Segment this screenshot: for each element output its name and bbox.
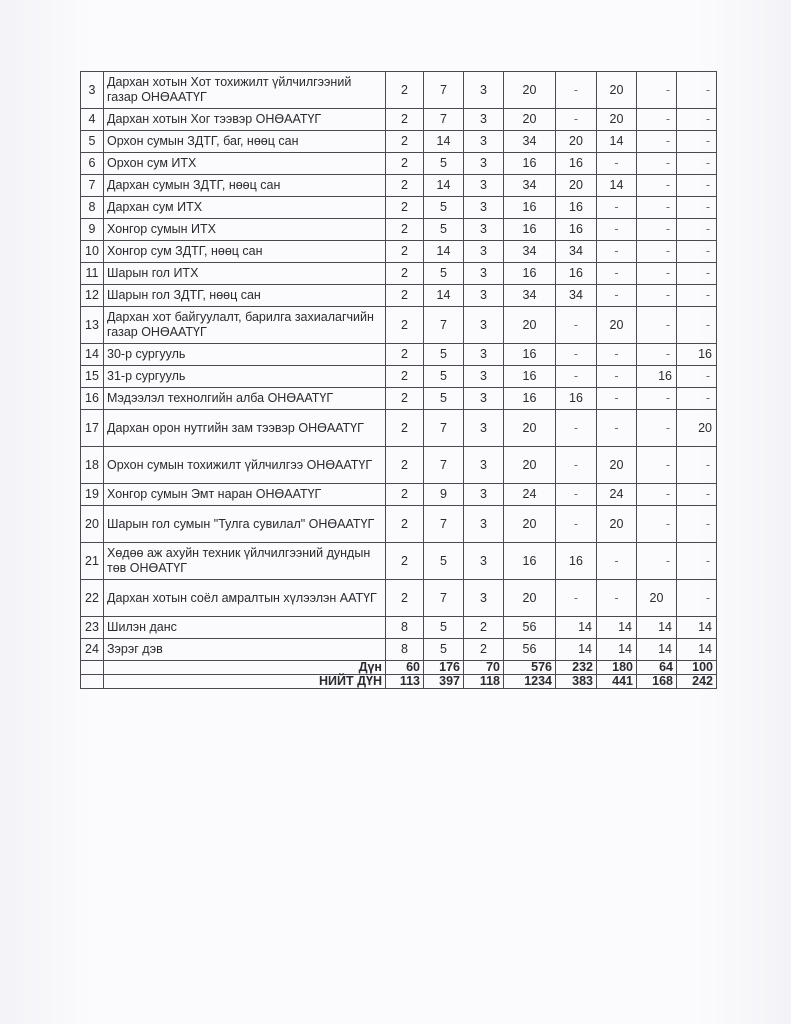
value-col-5: - (556, 447, 597, 484)
row-number: 9 (81, 219, 104, 241)
organization-name: Хонгор сум ЗДТГ, нөөц сан (104, 241, 386, 263)
value-col-1: 8 (386, 639, 424, 661)
row-number: 17 (81, 410, 104, 447)
value-col-8: - (677, 285, 717, 307)
value-col-3: 2 (464, 639, 504, 661)
row-number-empty (81, 661, 104, 675)
value-col-6: 20 (597, 307, 637, 344)
value-col-7: - (637, 72, 677, 109)
row-number: 20 (81, 506, 104, 543)
value-col-2: 7 (424, 307, 464, 344)
value-col-3: 3 (464, 109, 504, 131)
total-col-2: 397 (424, 675, 464, 689)
organization-name: Дархан сумын ЗДТГ, нөөц сан (104, 175, 386, 197)
value-col-1: 2 (386, 410, 424, 447)
value-col-4: 20 (504, 410, 556, 447)
value-col-4: 16 (504, 366, 556, 388)
table-row (81, 447, 717, 484)
organization-name: Хөдөө аж ахуйн техник үйлчилгээний дундын төв ОНӨАТҮГ (104, 543, 386, 580)
value-col-4: 20 (504, 109, 556, 131)
value-col-2: 5 (424, 388, 464, 410)
value-col-3: 3 (464, 175, 504, 197)
value-col-5: - (556, 344, 597, 366)
value-col-8: - (677, 388, 717, 410)
row-number: 24 (81, 639, 104, 661)
total-col-7: 64 (637, 661, 677, 675)
organization-name: Дархан хотын Хог тээвэр ОНӨААТҮГ (104, 109, 386, 131)
table-row (81, 307, 717, 344)
value-col-6: 24 (597, 484, 637, 506)
value-col-7: - (637, 263, 677, 285)
total-col-6: 180 (597, 661, 637, 675)
value-col-8: - (677, 307, 717, 344)
value-col-2: 5 (424, 153, 464, 175)
value-col-3: 2 (464, 617, 504, 639)
value-col-5: 20 (556, 175, 597, 197)
value-col-8: 14 (677, 639, 717, 661)
value-col-5: - (556, 366, 597, 388)
value-col-7: - (637, 410, 677, 447)
value-col-7: - (637, 447, 677, 484)
total-col-3: 118 (464, 675, 504, 689)
value-col-2: 7 (424, 109, 464, 131)
value-col-1: 2 (386, 388, 424, 410)
value-col-6: - (597, 410, 637, 447)
value-col-4: 16 (504, 263, 556, 285)
organization-name: 30-р сургууль (104, 344, 386, 366)
value-col-1: 2 (386, 197, 424, 219)
value-col-6: 14 (597, 639, 637, 661)
value-col-5: 34 (556, 285, 597, 307)
value-col-2: 7 (424, 580, 464, 617)
value-col-5: - (556, 580, 597, 617)
total-label: Дүн (104, 661, 386, 675)
value-col-1: 2 (386, 366, 424, 388)
row-number: 6 (81, 153, 104, 175)
value-col-7: - (637, 344, 677, 366)
row-number: 4 (81, 109, 104, 131)
table-row (81, 109, 717, 131)
value-col-5: 16 (556, 197, 597, 219)
value-col-8: - (677, 219, 717, 241)
table-row (81, 543, 717, 580)
value-col-2: 5 (424, 197, 464, 219)
value-col-2: 7 (424, 410, 464, 447)
value-col-6: - (597, 153, 637, 175)
value-col-1: 8 (386, 617, 424, 639)
table-row (81, 617, 717, 639)
row-number: 10 (81, 241, 104, 263)
value-col-2: 14 (424, 285, 464, 307)
total-col-1: 60 (386, 661, 424, 675)
organization-name: Орхон сумын тохижилт үйлчилгээ ОНӨААТҮГ (104, 447, 386, 484)
table-row (81, 410, 717, 447)
value-col-4: 20 (504, 307, 556, 344)
total-col-8: 242 (677, 675, 717, 689)
value-col-1: 2 (386, 506, 424, 543)
row-number: 3 (81, 72, 104, 109)
value-col-8: - (677, 131, 717, 153)
value-col-7: 20 (637, 580, 677, 617)
value-col-3: 3 (464, 285, 504, 307)
organization-name: Хонгор сумын Эмт наран ОНӨААТҮГ (104, 484, 386, 506)
subtotal-row (81, 661, 717, 675)
value-col-3: 3 (464, 307, 504, 344)
value-col-7: - (637, 131, 677, 153)
value-col-6: - (597, 241, 637, 263)
row-number: 21 (81, 543, 104, 580)
value-col-7: - (637, 388, 677, 410)
value-col-5: 16 (556, 153, 597, 175)
grand-total-row (81, 675, 717, 689)
row-number: 23 (81, 617, 104, 639)
value-col-8: - (677, 109, 717, 131)
value-col-5: 20 (556, 131, 597, 153)
value-col-4: 20 (504, 447, 556, 484)
organization-name: Дархан сум ИТХ (104, 197, 386, 219)
value-col-3: 3 (464, 366, 504, 388)
value-col-5: 14 (556, 617, 597, 639)
total-col-1: 113 (386, 675, 424, 689)
value-col-1: 2 (386, 285, 424, 307)
value-col-1: 2 (386, 344, 424, 366)
total-col-4: 1234 (504, 675, 556, 689)
value-col-2: 5 (424, 543, 464, 580)
value-col-8: - (677, 447, 717, 484)
value-col-1: 2 (386, 263, 424, 285)
value-col-4: 56 (504, 639, 556, 661)
value-col-1: 2 (386, 72, 424, 109)
value-col-5: 16 (556, 543, 597, 580)
value-col-7: - (637, 307, 677, 344)
table-row (81, 580, 717, 617)
value-col-4: 56 (504, 617, 556, 639)
total-col-6: 441 (597, 675, 637, 689)
row-number: 8 (81, 197, 104, 219)
value-col-3: 3 (464, 543, 504, 580)
value-col-7: - (637, 109, 677, 131)
value-col-1: 2 (386, 307, 424, 344)
value-col-6: 14 (597, 175, 637, 197)
table-row (81, 153, 717, 175)
value-col-4: 20 (504, 506, 556, 543)
value-col-3: 3 (464, 72, 504, 109)
value-col-6: 14 (597, 131, 637, 153)
organization-name: Орхон сум ИТХ (104, 153, 386, 175)
value-col-5: 16 (556, 388, 597, 410)
organization-name: 31-р сургууль (104, 366, 386, 388)
value-col-2: 5 (424, 219, 464, 241)
value-col-1: 2 (386, 153, 424, 175)
value-col-6: - (597, 344, 637, 366)
value-col-6: - (597, 580, 637, 617)
row-number: 19 (81, 484, 104, 506)
value-col-7: - (637, 219, 677, 241)
total-col-7: 168 (637, 675, 677, 689)
value-col-5: - (556, 410, 597, 447)
table-row (81, 219, 717, 241)
total-col-2: 176 (424, 661, 464, 675)
value-col-3: 3 (464, 484, 504, 506)
organization-name: Дархан хотын Хот тохижилт үйлчилгээний газар ОНӨААТҮГ (104, 72, 386, 109)
value-col-4: 34 (504, 131, 556, 153)
value-col-3: 3 (464, 131, 504, 153)
value-col-5: - (556, 109, 597, 131)
organization-name: Хонгор сумын ИТХ (104, 219, 386, 241)
value-col-5: - (556, 506, 597, 543)
value-col-1: 2 (386, 447, 424, 484)
value-col-5: - (556, 72, 597, 109)
value-col-3: 3 (464, 219, 504, 241)
value-col-8: - (677, 153, 717, 175)
value-col-2: 5 (424, 344, 464, 366)
value-col-4: 34 (504, 175, 556, 197)
value-col-5: - (556, 307, 597, 344)
value-col-8: 20 (677, 410, 717, 447)
value-col-8: 16 (677, 344, 717, 366)
value-col-2: 5 (424, 366, 464, 388)
value-col-1: 2 (386, 131, 424, 153)
value-col-7: - (637, 285, 677, 307)
value-col-3: 3 (464, 241, 504, 263)
table-body (81, 72, 717, 689)
value-col-7: - (637, 241, 677, 263)
row-number: 12 (81, 285, 104, 307)
value-col-4: 16 (504, 153, 556, 175)
value-col-6: 20 (597, 72, 637, 109)
row-number: 13 (81, 307, 104, 344)
value-col-2: 14 (424, 241, 464, 263)
data-table (80, 71, 717, 689)
table-row (81, 263, 717, 285)
value-col-7: - (637, 484, 677, 506)
value-col-3: 3 (464, 580, 504, 617)
value-col-6: 14 (597, 617, 637, 639)
total-col-4: 576 (504, 661, 556, 675)
value-col-6: - (597, 263, 637, 285)
value-col-1: 2 (386, 109, 424, 131)
table-row (81, 175, 717, 197)
total-col-5: 232 (556, 661, 597, 675)
table-row (81, 366, 717, 388)
organization-name: Шилэн данс (104, 617, 386, 639)
table-row (81, 197, 717, 219)
value-col-6: - (597, 366, 637, 388)
row-number-empty (81, 675, 104, 689)
value-col-6: - (597, 197, 637, 219)
value-col-1: 2 (386, 175, 424, 197)
value-col-7: 14 (637, 639, 677, 661)
value-col-3: 3 (464, 153, 504, 175)
organization-name: Зэрэг дэв (104, 639, 386, 661)
value-col-2: 14 (424, 175, 464, 197)
value-col-5: 34 (556, 241, 597, 263)
value-col-3: 3 (464, 410, 504, 447)
value-col-5: 16 (556, 263, 597, 285)
table-row (81, 639, 717, 661)
value-col-2: 9 (424, 484, 464, 506)
value-col-2: 5 (424, 617, 464, 639)
table-row (81, 72, 717, 109)
value-col-4: 20 (504, 580, 556, 617)
value-col-8: - (677, 484, 717, 506)
value-col-4: 34 (504, 241, 556, 263)
value-col-3: 3 (464, 344, 504, 366)
value-col-2: 7 (424, 447, 464, 484)
value-col-6: - (597, 219, 637, 241)
organization-name: Мэдээлэл технолгийн алба ОНӨААТҮГ (104, 388, 386, 410)
row-number: 16 (81, 388, 104, 410)
organization-name: Дархан хот байгуулалт, барилга захиалагчийн газар ОНӨААТҮГ (104, 307, 386, 344)
organization-name: Дархан хотын соёл амралтын хүлээлэн ААТҮГ (104, 580, 386, 617)
value-col-7: 14 (637, 617, 677, 639)
total-col-8: 100 (677, 661, 717, 675)
value-col-3: 3 (464, 388, 504, 410)
row-number: 15 (81, 366, 104, 388)
value-col-2: 7 (424, 72, 464, 109)
value-col-7: - (637, 197, 677, 219)
table-row (81, 484, 717, 506)
value-col-3: 3 (464, 263, 504, 285)
value-col-4: 16 (504, 388, 556, 410)
value-col-4: 34 (504, 285, 556, 307)
value-col-6: 20 (597, 506, 637, 543)
value-col-3: 3 (464, 506, 504, 543)
value-col-6: - (597, 543, 637, 580)
value-col-6: - (597, 388, 637, 410)
organization-name: Шарын гол ЗДТГ, нөөц сан (104, 285, 386, 307)
value-col-4: 16 (504, 543, 556, 580)
table-row (81, 388, 717, 410)
value-col-8: - (677, 263, 717, 285)
total-col-5: 383 (556, 675, 597, 689)
value-col-7: 16 (637, 366, 677, 388)
value-col-8: - (677, 72, 717, 109)
value-col-1: 2 (386, 484, 424, 506)
value-col-8: - (677, 241, 717, 263)
row-number: 5 (81, 131, 104, 153)
value-col-4: 24 (504, 484, 556, 506)
total-label: НИЙТ ДҮН (104, 675, 386, 689)
value-col-6: - (597, 285, 637, 307)
value-col-8: - (677, 580, 717, 617)
value-col-8: - (677, 175, 717, 197)
value-col-2: 14 (424, 131, 464, 153)
value-col-1: 2 (386, 219, 424, 241)
row-number: 7 (81, 175, 104, 197)
value-col-7: - (637, 506, 677, 543)
value-col-7: - (637, 175, 677, 197)
value-col-1: 2 (386, 543, 424, 580)
value-col-8: - (677, 543, 717, 580)
table-row (81, 344, 717, 366)
total-col-3: 70 (464, 661, 504, 675)
value-col-8: - (677, 197, 717, 219)
row-number: 11 (81, 263, 104, 285)
value-col-4: 16 (504, 219, 556, 241)
table-row (81, 285, 717, 307)
row-number: 22 (81, 580, 104, 617)
organization-name: Шарын гол ИТХ (104, 263, 386, 285)
row-number: 14 (81, 344, 104, 366)
value-col-8: - (677, 506, 717, 543)
value-col-4: 16 (504, 344, 556, 366)
table-row (81, 506, 717, 543)
table-row (81, 241, 717, 263)
value-col-4: 16 (504, 197, 556, 219)
organization-name: Дархан орон нутгийн зам тээвэр ОНӨААТҮГ (104, 410, 386, 447)
value-col-5: - (556, 484, 597, 506)
value-col-3: 3 (464, 447, 504, 484)
value-col-6: 20 (597, 109, 637, 131)
value-col-7: - (637, 153, 677, 175)
value-col-4: 20 (504, 72, 556, 109)
value-col-6: 20 (597, 447, 637, 484)
value-col-5: 14 (556, 639, 597, 661)
value-col-2: 7 (424, 506, 464, 543)
value-col-5: 16 (556, 219, 597, 241)
value-col-8: 14 (677, 617, 717, 639)
organization-name: Шарын гол сумын "Тулга сувилал" ОНӨААТҮГ (104, 506, 386, 543)
organization-name: Орхон сумын ЗДТГ, баг, нөөц сан (104, 131, 386, 153)
value-col-3: 3 (464, 197, 504, 219)
value-col-2: 5 (424, 263, 464, 285)
value-col-1: 2 (386, 241, 424, 263)
value-col-2: 5 (424, 639, 464, 661)
value-col-7: - (637, 543, 677, 580)
table-row (81, 131, 717, 153)
value-col-1: 2 (386, 580, 424, 617)
value-col-8: - (677, 366, 717, 388)
row-number: 18 (81, 447, 104, 484)
